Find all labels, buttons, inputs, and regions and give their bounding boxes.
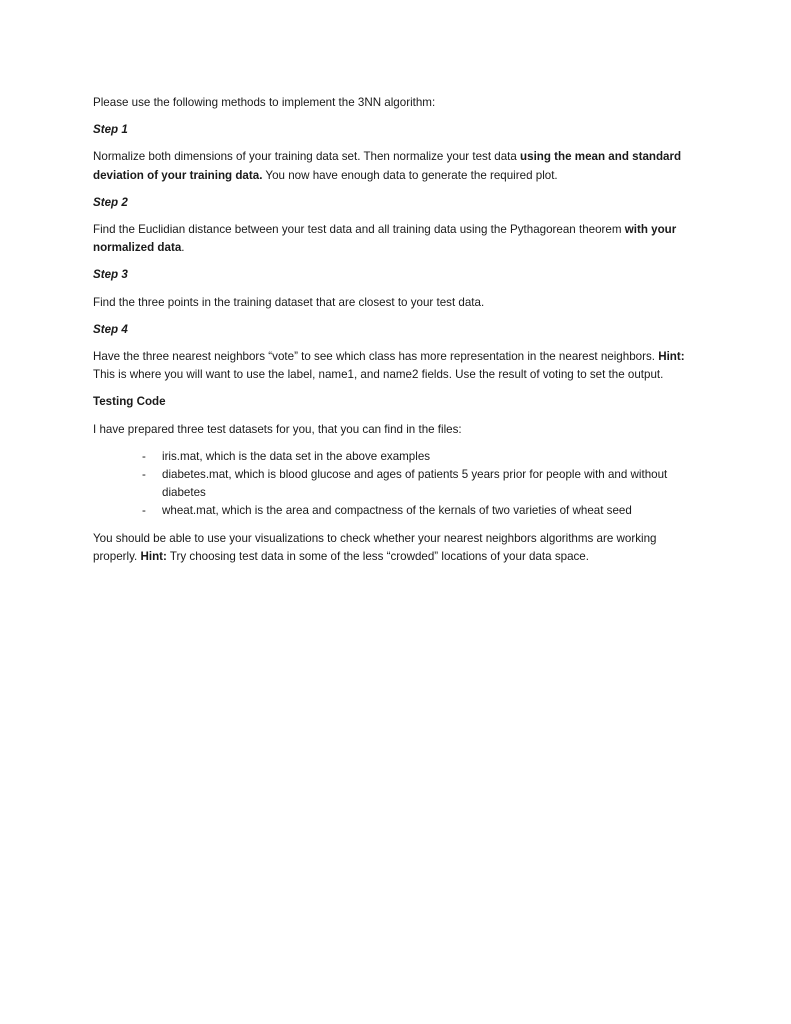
closing-text-part1: You should be able to use your visualizations to check whether your nearest neighbors algorithms are working properly. <box>93 531 657 563</box>
step-1-title: Step 1 <box>93 123 128 137</box>
closing-hint-label: Hint: <box>140 549 167 563</box>
list-dash: - <box>142 449 146 463</box>
step-2-title: Step 2 <box>93 195 128 209</box>
step-4-text-part2: This is where you will want to use the label, name1, and name2 fields. Use the result of voting to set the output. <box>93 368 664 382</box>
step-4-text-part1: Have the three nearest neighbors “vote” to see which class has more representation in the nearest neighbors. <box>93 350 659 364</box>
list-dash: - <box>142 468 146 482</box>
closing-text <box>93 530 703 566</box>
list-item <box>93 502 703 520</box>
list-item <box>93 448 703 466</box>
closing-text-part2: Try choosing test data in some of the less “crowded” locations of your data space. <box>166 549 589 563</box>
step-1-text-bold: using the mean and standard deviation of your training data. <box>93 150 682 182</box>
document-page <box>93 94 703 575</box>
file-description-wheat: wheat.mat, which is the area and compactness of the kernals of two varieties of wheat seed <box>162 504 632 518</box>
file-description-iris: iris.mat, which is the data set in the above examples <box>162 449 431 463</box>
step-1-text-part1: Normalize both dimensions of your training data set. Then normalize your test data <box>93 150 521 164</box>
step-3-text: Find the three points in the training dataset that are closest to your test data. <box>93 295 485 309</box>
step-4-text <box>93 348 703 384</box>
step-2-text <box>93 221 703 257</box>
step-2-text-part1: Find the Euclidian distance between your test data and all training data using the Pythagorean theorem <box>93 223 625 237</box>
step-1-text <box>93 148 703 184</box>
intro-text: Please use the following methods to implement the 3NN algorithm: <box>93 96 436 109</box>
step-2-text-part2: . <box>181 241 185 255</box>
file-description-diabetes: diabetes.mat, which is blood glucose and ages of patients 5 years prior for people with and without diabetes <box>162 468 668 500</box>
step-4-hint-label: Hint: <box>658 350 685 364</box>
step-4-title: Step 4 <box>93 322 128 336</box>
testing-code-title: Testing Code <box>93 395 166 409</box>
testing-intro: I have prepared three test datasets for you, that you can find in the files: <box>93 422 462 436</box>
list-item <box>93 466 703 502</box>
list-dash: - <box>142 504 146 518</box>
file-list <box>93 448 703 521</box>
step-3-title: Step 3 <box>93 268 128 282</box>
step-1-text-part2: You now have enough data to generate the required plot. <box>262 168 558 182</box>
step-2-text-bold: with your normalized data <box>93 223 677 255</box>
